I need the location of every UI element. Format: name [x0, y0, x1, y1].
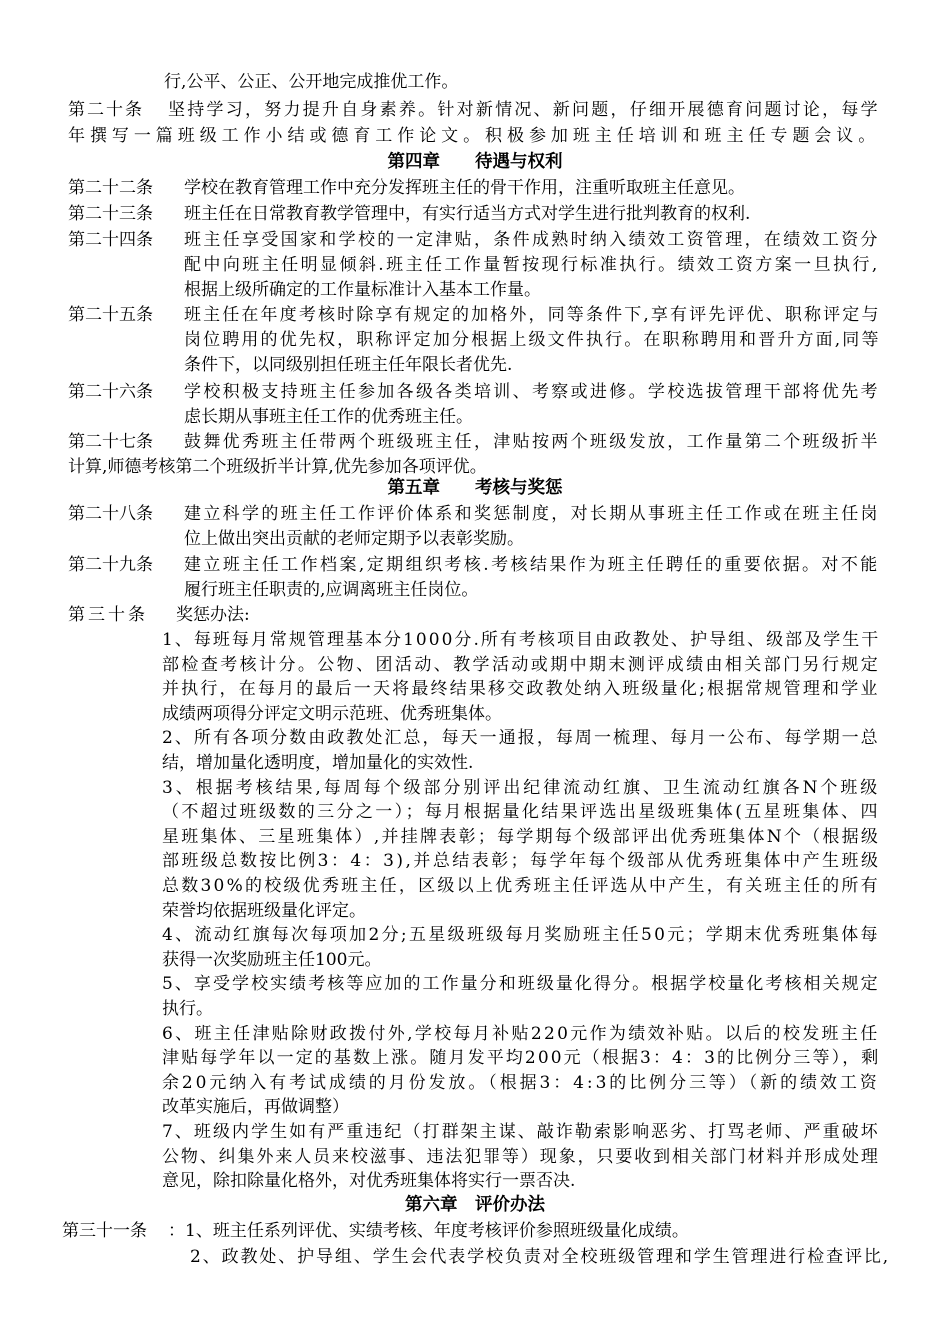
article-30-lead: 奖惩办法: — [176, 605, 250, 625]
art26-line: 虑长期从事班主任工作的优秀班主任。 — [184, 407, 473, 427]
article-30-item-line: 成绩两项得分评定文明示范班、优秀班集体。 — [162, 703, 502, 724]
article-30-item-line: 津贴每学年以一定的基数上涨。随月发平均200元（根据3：4：3的比例分三等），剩 — [162, 1048, 881, 1069]
article-30-item-line: 6、班主任津贴除财政拨付外,学校每月补贴220元作为绩效补贴。以后的校发班主任 — [162, 1023, 880, 1044]
article-30-item-line: 4、流动红旗每次每项加2分;五星级班级每月奖励班主任50元；学期末优秀班集体每 — [162, 925, 880, 946]
article-30-item-line: 2、所有各项分数由政教处汇总，每天一通报，每周一梳理、每月一公布、每学期一总 — [162, 728, 880, 749]
art25-label: 第二十五条 — [68, 305, 153, 325]
article-30-item-line: 并执行，在每月的最后一天将最终结果移交政教处纳入班级量化;根据常规管理和学业 — [162, 679, 880, 700]
art25-line: 条件下，以同级别担任班主任年限长者优先. — [184, 355, 513, 375]
chapter-4-heading: 第四章 待遇与权利 — [387, 152, 563, 172]
article-20-label: 第二十条 — [68, 100, 144, 120]
art24-label: 第二十四条 — [68, 230, 153, 250]
intro-line: 行,公平、公正、公开地完成推优工作。 — [164, 72, 459, 92]
article-30-item-line: 余20元纳入有考试成绩的月份发放。（根据3：4:3的比例分三等）（新的绩效工资 — [162, 1072, 880, 1093]
art26-line: 学校积极支持班主任参加各级各类培训、考察或进修。学校选拔管理干部将优先考 — [184, 382, 880, 402]
article-30-item-line: 意见，除扣除量化格外，对优秀班集体将实行一票否决. — [162, 1171, 576, 1192]
art23-label: 第二十三条 — [68, 204, 153, 224]
art22-label: 第二十二条 — [68, 178, 153, 198]
art23-line: 班主任在日常教育教学管理中，有实行适当方式对学生进行批判教育的权利. — [184, 204, 751, 224]
article-30-item-line: 获得一次奖励班主任100元。 — [162, 949, 382, 970]
art27-label: 第二十七条 — [68, 432, 153, 452]
art27-line: 鼓舞优秀班主任带两个班级班主任，津贴按两个班级发放，工作量第二个班级折半 — [184, 432, 880, 452]
article-30-item-line: 荣誉均依据班级量化评定。 — [162, 900, 366, 921]
art22-line: 学校在教育管理工作中充分发挥班主任的骨干作用，注重听取班主任意见。 — [184, 178, 745, 198]
art24-line: 配中向班主任明显倾斜.班主任工作量暂按现行标准执行。绩效工资方案一旦执行, — [184, 255, 880, 275]
article-30-item-line: 执行。 — [162, 999, 213, 1019]
art27-line: 计算,师德考核第二个班级折半计算,优先参加各项评优。 — [68, 457, 487, 477]
article-31-label: 第三十一条 — [62, 1221, 147, 1241]
article-30-item-line: 1、每班每月常规管理基本分1000分.所有考核项目由政教处、护导组、级部及学生干 — [162, 630, 881, 650]
article-30-item-line: 总数30%的校级优秀班主任，区级以上优秀班主任评选从中产生，有关班主任的所有 — [162, 876, 880, 896]
article-30-item-line: 部班级总数按比例3：4：3),并总结表彰；每学年每个级部从优秀班集体中产生班级 — [162, 851, 881, 872]
art24-line: 班主任享受国家和学校的一定津贴，条件成熟时纳入绩效工资管理，在绩效工资分 — [184, 230, 880, 250]
article-20-line: 坚持学习，努力提升自身素养。针对新情况、新问题，仔细开展德育问题讨论，每学 — [168, 100, 880, 120]
art25-line: 岗位聘用的优先权，职称评定加分根据上级文件执行。在职称聘用和晋升方面,同等 — [184, 330, 881, 350]
article-30-item-line: 7、班级内学生如有严重违纪（打群架主谋、敲诈勒索影响恶劣、打骂老师、严重破坏 — [162, 1122, 880, 1142]
article-31-line: 2、政教处、护导组、学生会代表学校负责对全校班级管理和学生管理进行检查评比, — [190, 1247, 891, 1267]
article-30-item-line: 部检查考核计分。公物、团活动、教学活动或期中期末测评成绩由相关部门另行规定 — [162, 654, 881, 675]
article-30-item-line: 公物、纠集外来人员来校滋事、违法犯罪等）现象，只要收到相关部门材料并形成处理 — [162, 1146, 880, 1167]
art29-line: 建立班主任工作档案,定期组织考核.考核结果作为班主任聘任的重要依据。对不能 — [184, 555, 880, 575]
art29-label: 第二十九条 — [68, 555, 153, 575]
art28-line: 建立科学的班主任工作评价体系和奖惩制度，对长期从事班主任工作或在班主任岗 — [184, 504, 880, 524]
article-31-line: ：1、班主任系列评优、实绩考核、年度考核评价参照班级量化成绩。 — [168, 1221, 689, 1241]
art25-line: 班主任在年度考核时除享有规定的加格外，同等条件下,享有评先评优、职称评定与 — [184, 305, 881, 325]
art29-line: 履行班主任职责的,应调离班主任岗位。 — [184, 580, 479, 600]
article-30-item-line: 改革实施后，再做调整） — [162, 1097, 349, 1118]
article-30-item-line: 5、享受学校实绩考核等应加的工作量分和班级量化得分。根据学校量化考核相关规定 — [162, 974, 880, 995]
art28-label: 第二十八条 — [68, 504, 153, 524]
article-30-label: 第三十条 — [68, 605, 148, 625]
article-30-item-line: 星班集体、三星班集体）,并挂牌表彰；每学期每个级部评出优秀班集体N个（根据级 — [162, 826, 881, 847]
article-30-item-line: 结，增加量化透明度，增加量化的实效性. — [162, 753, 474, 773]
chapter-6-heading: 第六章 评价办法 — [405, 1195, 545, 1215]
article-30-item-line: （不超过班级数的三分之一）；每月根据量化结果评选出星级班集体(五星班集体、四 — [162, 802, 880, 823]
article-30-item-line: 3、根据考核结果,每周每个级部分别评出纪律流动红旗、卫生流动红旗各N个班级 — [162, 777, 881, 798]
art24-line: 根据上级所确定的工作量标准计入基本工作量。 — [184, 280, 541, 300]
article-20-line: 年撰写一篇班级工作小结或德育工作论文。积极参加班主任培训和班主任专题会议。 — [68, 126, 881, 146]
art26-label: 第二十六条 — [68, 382, 153, 402]
chapter-5-heading: 第五章 考核与奖惩 — [387, 478, 563, 498]
art28-line: 位上做出突出贡献的老师定期予以表彰奖励。 — [184, 529, 524, 549]
